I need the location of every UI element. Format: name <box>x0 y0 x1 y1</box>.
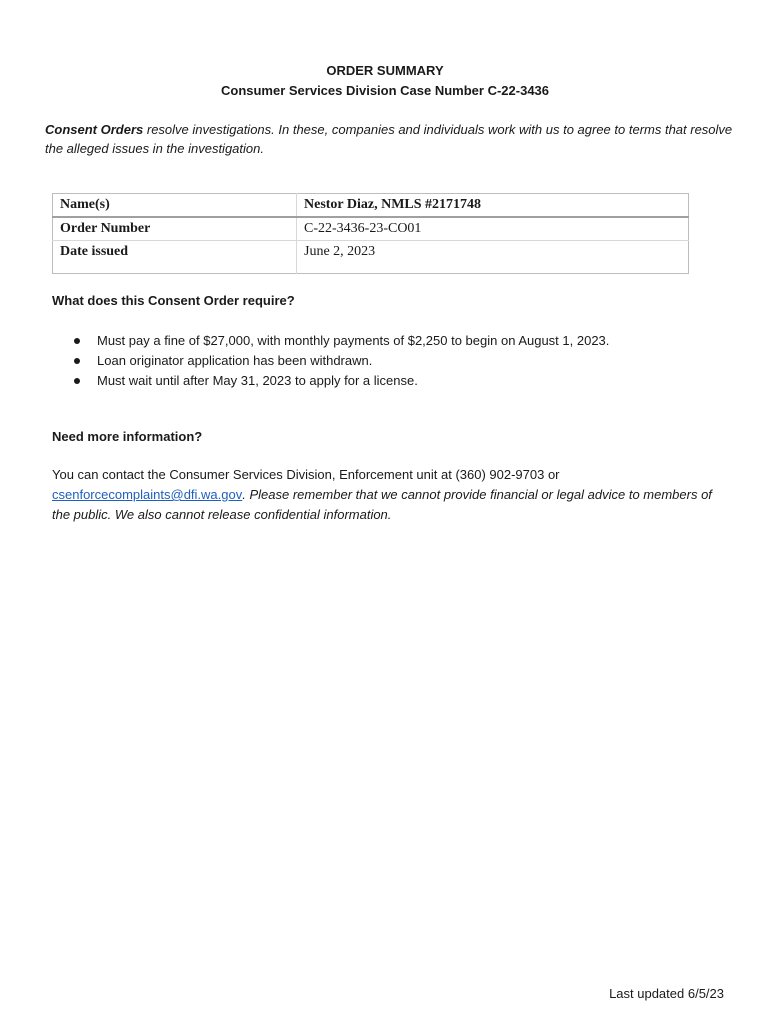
names-value: Nestor Diaz, NMLS #2171748 <box>297 194 689 218</box>
intro-text: resolve investigations. In these, companies and individuals work with us to agree to terms that resolve the alleged issues in the investigation. <box>45 122 733 156</box>
consent-orders-term: Consent Orders <box>45 122 144 137</box>
contact-paragraph <box>52 465 712 525</box>
document-title: ORDER SUMMARY <box>326 63 444 78</box>
date-issued-label: Date issued <box>53 241 297 274</box>
names-label: Name(s) <box>53 194 297 218</box>
table-row-date-issued <box>53 241 689 274</box>
email-link[interactable]: csenforcecomplaints@dfi.wa.gov <box>52 487 243 502</box>
order-number-value: C-22-3436-23-CO01 <box>297 217 689 241</box>
requirement-text: Must pay a fine of $27,000, with monthly payments of $2,250 to begin on August 1, 2023. <box>97 333 610 348</box>
requirement-text: Loan originator application has been withdrawn. <box>97 353 373 368</box>
requirements-heading: What does this Consent Order require? <box>52 293 295 308</box>
table-row-names <box>53 194 689 218</box>
list-item <box>52 371 609 391</box>
date-issued-value: June 2, 2023 <box>304 244 376 259</box>
bullet-icon <box>74 338 80 344</box>
list-item <box>52 331 609 351</box>
table-row-order-number <box>53 217 689 241</box>
disclaimer-text: . Please remember that we cannot provide financial or legal advice to members of the public. We also cannot release confidential information. <box>52 487 712 522</box>
last-updated-footer: Last updated 6/5/23 <box>609 986 724 1001</box>
requirements-list <box>52 331 609 391</box>
order-number-label: Order Number <box>53 217 297 241</box>
order-info-table <box>52 193 689 274</box>
list-item <box>52 351 609 371</box>
contact-text: You can contact the Consumer Services Division, Enforcement unit at (360) 902-9703 or <box>52 467 560 482</box>
more-info-heading: Need more information? <box>52 429 203 444</box>
case-number-subtitle: Consumer Services Division Case Number C-22-3436 <box>220 83 550 98</box>
intro-paragraph <box>45 120 735 158</box>
bullet-icon <box>74 358 80 364</box>
bullet-icon <box>74 378 80 384</box>
requirement-text: Must wait until after May 31, 2023 to apply for a license. <box>97 373 418 388</box>
